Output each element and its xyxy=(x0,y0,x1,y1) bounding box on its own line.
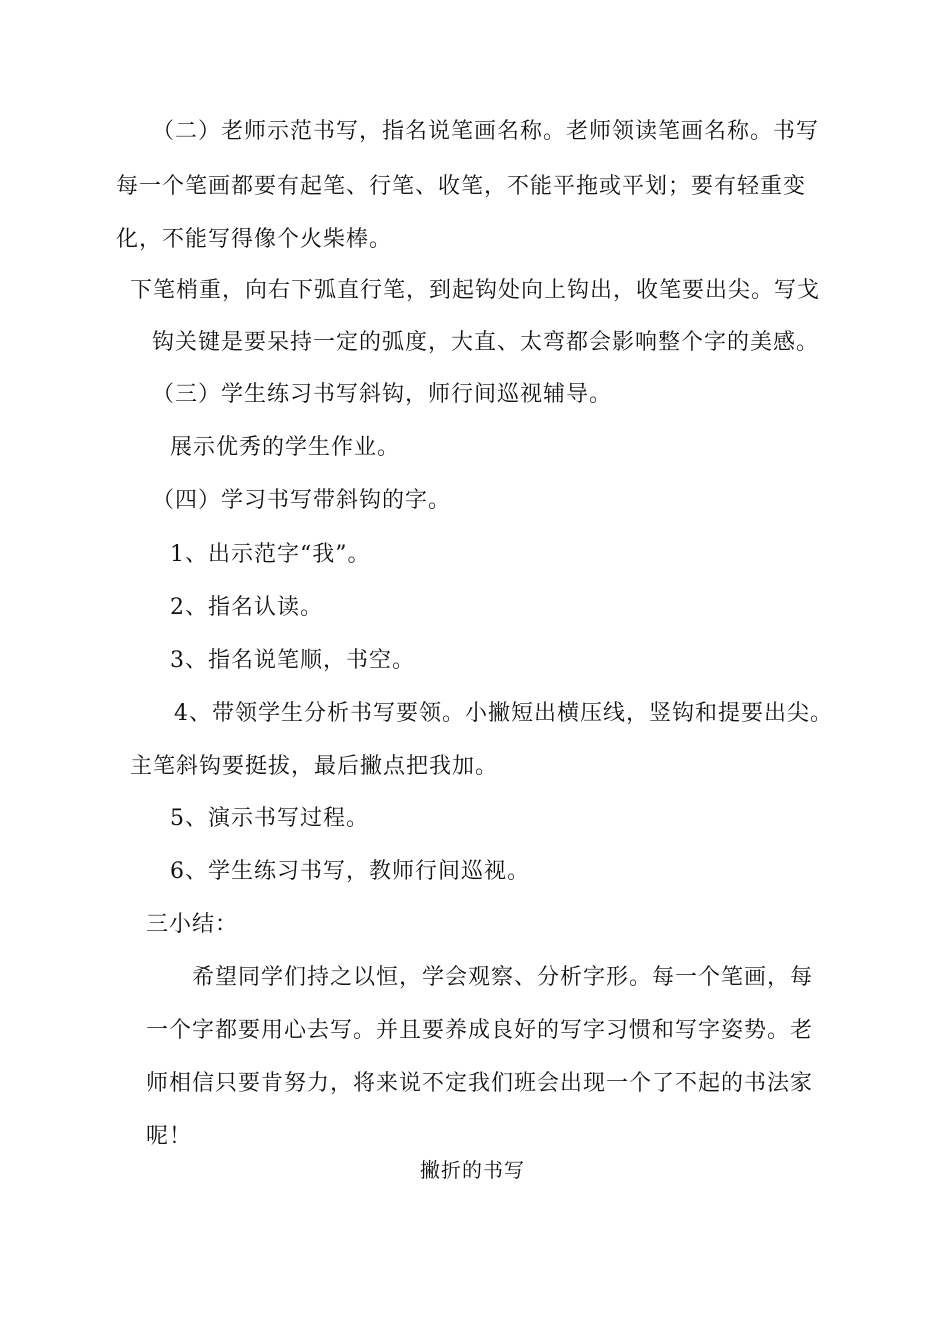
paragraph-line: 展示优秀的学生作业。 xyxy=(170,435,401,460)
paragraph-line: （四）学习书写带斜钩的字。 xyxy=(152,488,452,513)
section-title: 撇折的书写 xyxy=(420,1158,525,1182)
paragraph-line: 化，不能写得像个火柴棒。 xyxy=(116,227,393,252)
list-item: 3、指名说笔顺，书空。 xyxy=(170,648,415,673)
paragraph-line: 每一个笔画都要有起笔、行笔、收笔，不能平拖或平划；要有轻重变 xyxy=(116,174,807,199)
paragraph-line: 主笔斜钩要挺拔，最后撇点把我加。 xyxy=(130,754,499,779)
paragraph-line: 钩关键是要呆持一定的弧度，大直、太弯都会影响整个字的美感。 xyxy=(152,330,820,355)
paragraph-line: （三）学生练习书写斜钩，师行间巡视辅导。 xyxy=(152,382,613,407)
list-item: 6、学生练习书写，教师行间巡视。 xyxy=(170,859,530,884)
list-item: 1、出示范字“我”。 xyxy=(170,542,371,567)
list-item: 2、指名认读。 xyxy=(170,595,323,620)
paragraph-line: 希望同学们持之以恒，学会观察、分析字形。每一个笔画，每 xyxy=(192,965,814,990)
paragraph-line: （二）老师示范书写，指名说笔画名称。老师领读笔画名称。书写 xyxy=(152,119,820,144)
paragraph-line: 师相信只要肯努力，将来说不定我们班会出现一个了不起的书法家 xyxy=(146,1071,814,1096)
list-item: 5、演示书写过程。 xyxy=(170,806,369,831)
paragraph-line: 呢！ xyxy=(146,1124,193,1149)
section-heading: 三小结： xyxy=(146,912,239,937)
list-item: 4、带领学生分析书写要领。小撇短出横压线，竖钩和提要出尖。 xyxy=(174,701,833,726)
paragraph-line: 一个字都要用心去写。并且要养成良好的写字习惯和写字姿势。老 xyxy=(146,1018,814,1043)
paragraph-line: 下笔梢重，向右下弧直行笔，到起钩处向上钩出，收笔要出尖。写戈 xyxy=(130,278,821,303)
